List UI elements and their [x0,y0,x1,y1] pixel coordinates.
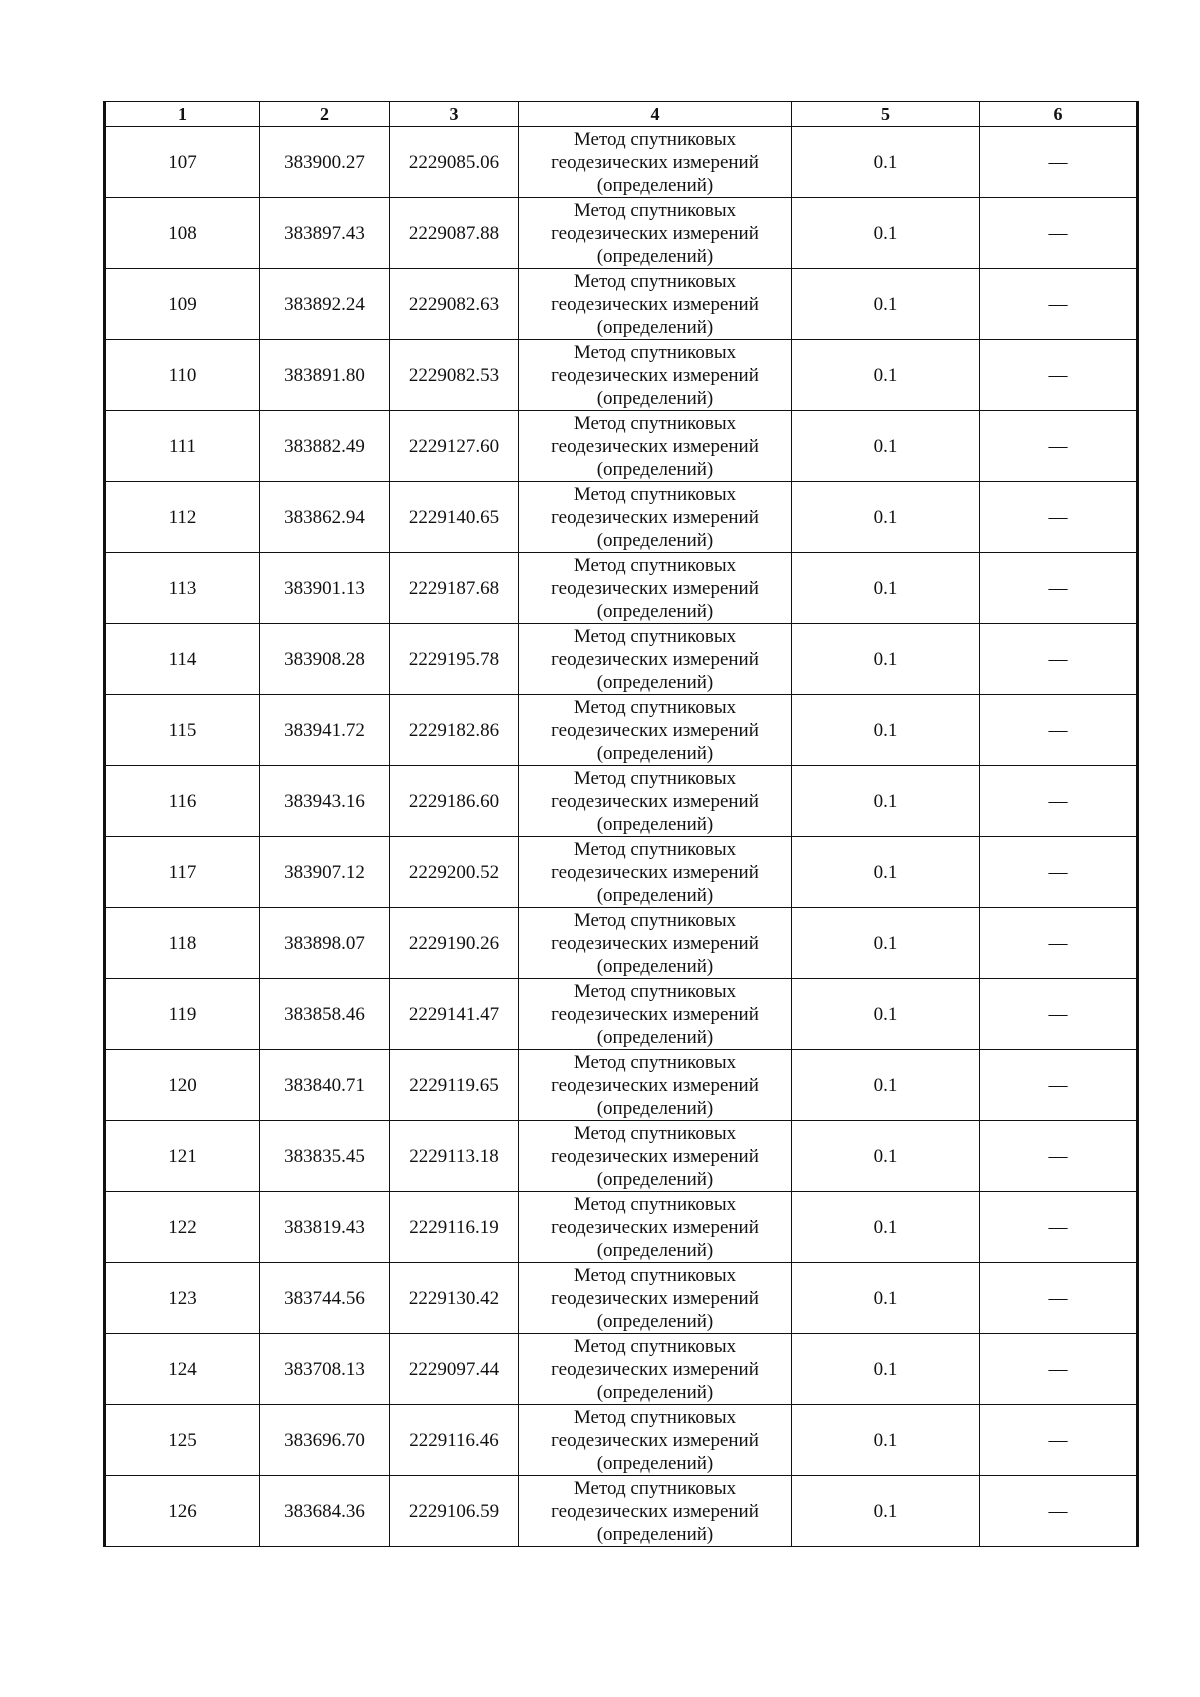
note-cell: — [980,1334,1138,1405]
method-line: Метод спутниковых [573,270,737,292]
header-col-2: 2 [260,102,390,127]
x-coordinate-cell: 383943.16 [260,766,390,837]
note-cell: — [980,127,1138,198]
method-line: геодезических измерений [551,861,759,883]
method-line: Метод спутниковых [573,1193,737,1215]
table-row [105,411,1138,482]
y-coordinate-cell: 2229119.65 [390,1050,519,1121]
method-line: (определений) [596,1026,714,1048]
coordinates-table-wrapper [103,101,1136,1547]
method-cell [519,1476,792,1547]
x-coordinate-cell: 383907.12 [260,837,390,908]
table-row [105,1121,1138,1192]
accuracy-cell: 0.1 [792,1334,980,1405]
accuracy-cell: 0.1 [792,624,980,695]
table-row [105,269,1138,340]
method-line: (определений) [596,1239,714,1261]
table-row [105,340,1138,411]
method-line: Метод спутниковых [573,1406,737,1428]
table-row [105,979,1138,1050]
accuracy-cell: 0.1 [792,979,980,1050]
method-line: (определений) [596,671,714,693]
method-line: Метод спутниковых [573,1264,737,1286]
method-line: (определений) [596,742,714,764]
point-number-cell: 118 [105,908,260,979]
method-line: (определений) [596,1452,714,1474]
method-cell [519,1121,792,1192]
method-cell [519,624,792,695]
table-row [105,127,1138,198]
method-line: Метод спутниковых [573,1122,737,1144]
x-coordinate-cell: 383819.43 [260,1192,390,1263]
note-cell: — [980,553,1138,624]
table-row [105,766,1138,837]
method-line: (определений) [596,884,714,906]
point-number-cell: 116 [105,766,260,837]
x-coordinate-cell: 383941.72 [260,695,390,766]
method-cell [519,553,792,624]
accuracy-cell: 0.1 [792,198,980,269]
accuracy-cell: 0.1 [792,695,980,766]
x-coordinate-cell: 383892.24 [260,269,390,340]
table-row [105,1405,1138,1476]
table-row [105,553,1138,624]
table-row [105,837,1138,908]
note-cell: — [980,269,1138,340]
method-cell [519,1405,792,1476]
table-row [105,695,1138,766]
method-line: геодезических измерений [551,1003,759,1025]
method-cell [519,695,792,766]
accuracy-cell: 0.1 [792,1405,980,1476]
method-line: (определений) [596,316,714,338]
method-cell [519,908,792,979]
accuracy-cell: 0.1 [792,411,980,482]
method-line: Метод спутниковых [573,199,737,221]
point-number-cell: 114 [105,624,260,695]
y-coordinate-cell: 2229186.60 [390,766,519,837]
table-row [105,1192,1138,1263]
x-coordinate-cell: 383898.07 [260,908,390,979]
x-coordinate-cell: 383696.70 [260,1405,390,1476]
x-coordinate-cell: 383908.28 [260,624,390,695]
point-number-cell: 115 [105,695,260,766]
method-line: геодезических измерений [551,1500,759,1522]
method-line: (определений) [596,813,714,835]
accuracy-cell: 0.1 [792,553,980,624]
header-col-6: 6 [980,102,1138,127]
point-number-cell: 121 [105,1121,260,1192]
method-line: (определений) [596,245,714,267]
method-line: геодезических измерений [551,364,759,386]
accuracy-cell: 0.1 [792,1192,980,1263]
x-coordinate-cell: 383862.94 [260,482,390,553]
accuracy-cell: 0.1 [792,1263,980,1334]
accuracy-cell: 0.1 [792,340,980,411]
method-line: Метод спутниковых [573,909,737,931]
method-line: геодезических измерений [551,222,759,244]
method-cell [519,1192,792,1263]
note-cell: — [980,482,1138,553]
method-line: Метод спутниковых [573,412,737,434]
point-number-cell: 113 [105,553,260,624]
table-row [105,198,1138,269]
method-line: геодезических измерений [551,293,759,315]
x-coordinate-cell: 383858.46 [260,979,390,1050]
point-number-cell: 109 [105,269,260,340]
x-coordinate-cell: 383744.56 [260,1263,390,1334]
y-coordinate-cell: 2229130.42 [390,1263,519,1334]
table-row [105,624,1138,695]
y-coordinate-cell: 2229190.26 [390,908,519,979]
y-coordinate-cell: 2229082.53 [390,340,519,411]
method-line: Метод спутниковых [573,1051,737,1073]
method-cell [519,340,792,411]
header-row [105,102,1138,127]
y-coordinate-cell: 2229113.18 [390,1121,519,1192]
note-cell: — [980,198,1138,269]
method-cell [519,269,792,340]
method-line: геодезических измерений [551,1429,759,1451]
point-number-cell: 126 [105,1476,260,1547]
method-line: геодезических измерений [551,1287,759,1309]
method-cell [519,766,792,837]
header-col-4: 4 [519,102,792,127]
method-line: геодезических измерений [551,1145,759,1167]
method-cell [519,482,792,553]
y-coordinate-cell: 2229195.78 [390,624,519,695]
note-cell: — [980,1405,1138,1476]
note-cell: — [980,1263,1138,1334]
method-line: Метод спутниковых [573,1477,737,1499]
note-cell: — [980,1050,1138,1121]
table-row [105,1476,1138,1547]
note-cell: — [980,766,1138,837]
method-cell [519,837,792,908]
method-line: геодезических измерений [551,1216,759,1238]
note-cell: — [980,837,1138,908]
y-coordinate-cell: 2229116.46 [390,1405,519,1476]
y-coordinate-cell: 2229087.88 [390,198,519,269]
accuracy-cell: 0.1 [792,766,980,837]
x-coordinate-cell: 383708.13 [260,1334,390,1405]
method-line: геодезических измерений [551,1358,759,1380]
note-cell: — [980,624,1138,695]
x-coordinate-cell: 383901.13 [260,553,390,624]
header-col-3: 3 [390,102,519,127]
point-number-cell: 108 [105,198,260,269]
note-cell: — [980,695,1138,766]
table-row [105,908,1138,979]
y-coordinate-cell: 2229106.59 [390,1476,519,1547]
y-coordinate-cell: 2229187.68 [390,553,519,624]
point-number-cell: 124 [105,1334,260,1405]
method-line: Метод спутниковых [573,1335,737,1357]
method-line: Метод спутниковых [573,483,737,505]
y-coordinate-cell: 2229082.63 [390,269,519,340]
table-row [105,482,1138,553]
method-line: (определений) [596,1097,714,1119]
x-coordinate-cell: 383891.80 [260,340,390,411]
table-body [105,127,1138,1547]
header-col-1: 1 [105,102,260,127]
method-line: геодезических измерений [551,648,759,670]
y-coordinate-cell: 2229140.65 [390,482,519,553]
method-line: геодезических измерений [551,1074,759,1096]
point-number-cell: 125 [105,1405,260,1476]
y-coordinate-cell: 2229097.44 [390,1334,519,1405]
method-line: геодезических измерений [551,151,759,173]
point-number-cell: 112 [105,482,260,553]
method-line: геодезических измерений [551,790,759,812]
method-line: Метод спутниковых [573,980,737,1002]
x-coordinate-cell: 383882.49 [260,411,390,482]
table-row [105,1050,1138,1121]
method-line: (определений) [596,600,714,622]
header-col-5: 5 [792,102,980,127]
y-coordinate-cell: 2229085.06 [390,127,519,198]
note-cell: — [980,908,1138,979]
method-line: Метод спутниковых [573,554,737,576]
method-line: геодезических измерений [551,932,759,954]
method-cell [519,1050,792,1121]
point-number-cell: 123 [105,1263,260,1334]
method-line: Метод спутниковых [573,625,737,647]
point-number-cell: 120 [105,1050,260,1121]
accuracy-cell: 0.1 [792,1121,980,1192]
x-coordinate-cell: 383900.27 [260,127,390,198]
table-header [105,102,1138,127]
note-cell: — [980,1192,1138,1263]
method-line: геодезических измерений [551,506,759,528]
y-coordinate-cell: 2229116.19 [390,1192,519,1263]
point-number-cell: 119 [105,979,260,1050]
method-line: (определений) [596,1310,714,1332]
method-line: (определений) [596,1168,714,1190]
accuracy-cell: 0.1 [792,1476,980,1547]
y-coordinate-cell: 2229200.52 [390,837,519,908]
method-cell [519,198,792,269]
note-cell: — [980,979,1138,1050]
point-number-cell: 107 [105,127,260,198]
note-cell: — [980,1476,1138,1547]
y-coordinate-cell: 2229141.47 [390,979,519,1050]
coordinates-table [103,101,1139,1547]
method-cell [519,1334,792,1405]
table-row [105,1334,1138,1405]
x-coordinate-cell: 383840.71 [260,1050,390,1121]
method-cell [519,1263,792,1334]
y-coordinate-cell: 2229182.86 [390,695,519,766]
method-line: (определений) [596,387,714,409]
note-cell: — [980,1121,1138,1192]
method-line: геодезических измерений [551,577,759,599]
method-line: Метод спутниковых [573,767,737,789]
method-line: (определений) [596,458,714,480]
note-cell: — [980,340,1138,411]
x-coordinate-cell: 383897.43 [260,198,390,269]
method-line: Метод спутниковых [573,696,737,718]
accuracy-cell: 0.1 [792,908,980,979]
point-number-cell: 110 [105,340,260,411]
accuracy-cell: 0.1 [792,1050,980,1121]
method-line: геодезических измерений [551,719,759,741]
method-line: (определений) [596,1381,714,1403]
accuracy-cell: 0.1 [792,127,980,198]
method-line: Метод спутниковых [573,341,737,363]
x-coordinate-cell: 383835.45 [260,1121,390,1192]
method-line: Метод спутниковых [573,128,737,150]
accuracy-cell: 0.1 [792,837,980,908]
method-line: Метод спутниковых [573,838,737,860]
note-cell: — [980,411,1138,482]
method-line: (определений) [596,529,714,551]
x-coordinate-cell: 383684.36 [260,1476,390,1547]
method-cell [519,127,792,198]
method-cell [519,979,792,1050]
accuracy-cell: 0.1 [792,482,980,553]
method-line: (определений) [596,174,714,196]
method-line: (определений) [596,1523,714,1545]
method-line: (определений) [596,955,714,977]
point-number-cell: 111 [105,411,260,482]
method-cell [519,411,792,482]
method-line: геодезических измерений [551,435,759,457]
y-coordinate-cell: 2229127.60 [390,411,519,482]
table-row [105,1263,1138,1334]
accuracy-cell: 0.1 [792,269,980,340]
point-number-cell: 117 [105,837,260,908]
point-number-cell: 122 [105,1192,260,1263]
